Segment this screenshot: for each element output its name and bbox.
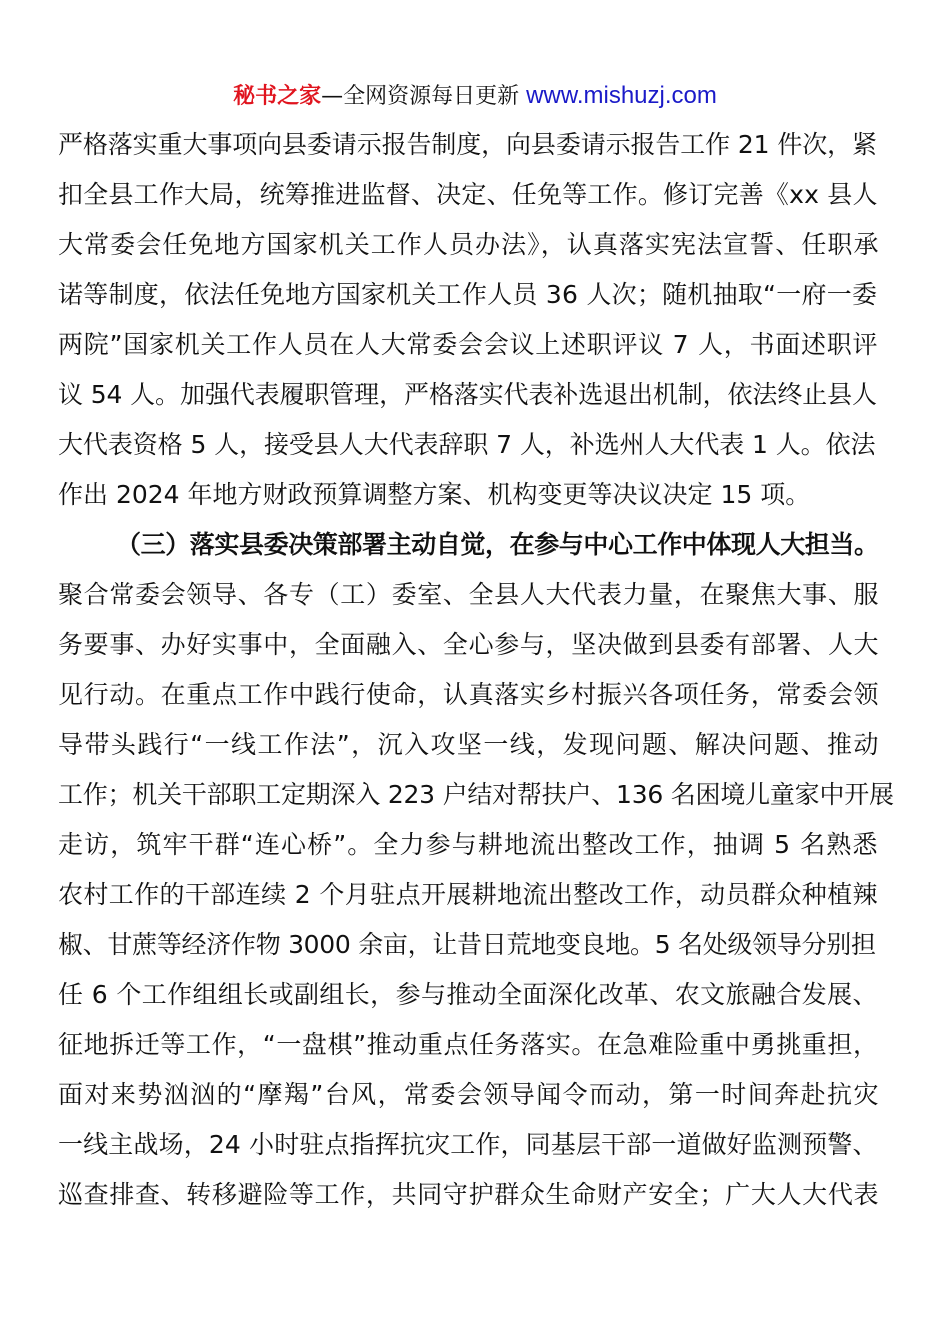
- paragraph-line: 扣全县工作大局，统筹推进监督、决定、任免等工作。修订完善《xx 县人: [58, 180, 878, 209]
- paragraph-line: 面对来势汹汹的“摩羯”台风，常委会领导闻令而动，第一时间奔赴抗灾: [58, 1080, 880, 1109]
- paragraph-line: 椒、甘蔗等经济作物 3000 余亩，让昔日荒地变良地。5 名处级领导分别担: [58, 930, 876, 959]
- paragraph-line: 巡查排查、转移避险等工作，共同守护群众生命财产安全；广大人大代表: [58, 1180, 880, 1209]
- paragraph-line: 议 54 人。加强代表履职管理，严格落实代表补选退出机制，依法终止县人: [58, 380, 877, 409]
- paragraph-line: 导带头践行“一线工作法”，沉入攻坚一线，发现问题、解决问题、推动: [58, 730, 880, 759]
- section-heading: （三）落实县委决策部署主动自觉，在参与中心工作中体现人大担当。: [116, 530, 879, 559]
- document-body: [58, 120, 894, 1220]
- paragraph-line: 工作；机关干部职工定期深入 223 户结对帮扶户、136 名困境儿童家中开展: [58, 780, 894, 809]
- paragraph-line: 农村工作的干部连续 2 个月驻点开展耕地流出整改工作，动员群众种植辣: [58, 880, 878, 909]
- paragraph-line: 作出 2024 年地方财政预算调整方案、机构变更等决议决定 15 项。: [58, 480, 811, 509]
- paragraph-line: 征地拆迁等工作，“一盘棋”推动重点任务落实。在急难险重中勇挑重担，: [58, 1030, 879, 1059]
- paragraph-line: 见行动。在重点工作中践行使命，认真落实乡村振兴各项任务，常委会领: [58, 680, 880, 709]
- paragraph-line: 严格落实重大事项向县委请示报告制度，向县委请示报告工作 21 件次，紧: [58, 130, 877, 159]
- paragraph-line: 诺等制度，依法任免地方国家机关工作人员 36 人次；随机抽取“一府一委: [58, 280, 878, 309]
- page-header: [0, 78, 950, 115]
- paragraph-line: 大常委会任免地方国家机关工作人员办法》，认真落实宪法宣誓、任职承: [58, 230, 880, 259]
- paragraph-line: 一线主战场，24 小时驻点指挥抗灾工作，同基层干部一道做好监测预警、: [58, 1130, 878, 1159]
- header-tagline: —全网资源每日更新: [321, 84, 520, 109]
- paragraph-line: 大代表资格 5 人，接受县人大代表辞职 7 人，补选州人大代表 1 人。依法: [58, 430, 876, 459]
- paragraph-line: 走访，筑牢干群“连心桥”。全力参与耕地流出整改工作，抽调 5 名熟悉: [58, 830, 879, 859]
- brand-name: 秘书之家: [233, 84, 322, 109]
- paragraph-line: 务要事、办好实事中，全面融入、全心参与，坚决做到县委有部署、人大: [58, 630, 880, 659]
- paragraph-line: 聚合常委会领导、各专（工）委室、全县人大代表力量，在聚焦大事、服: [58, 580, 880, 609]
- site-url-link[interactable]: www.mishuzj.com: [526, 82, 717, 109]
- paragraph-line: 任 6 个工作组组长或副组长，参与推动全面深化改革、农文旅融合发展、: [58, 980, 878, 1009]
- paragraph-line: 两院”国家机关工作人员在人大常委会会议上述职评议 7 人，书面述职评: [58, 330, 879, 359]
